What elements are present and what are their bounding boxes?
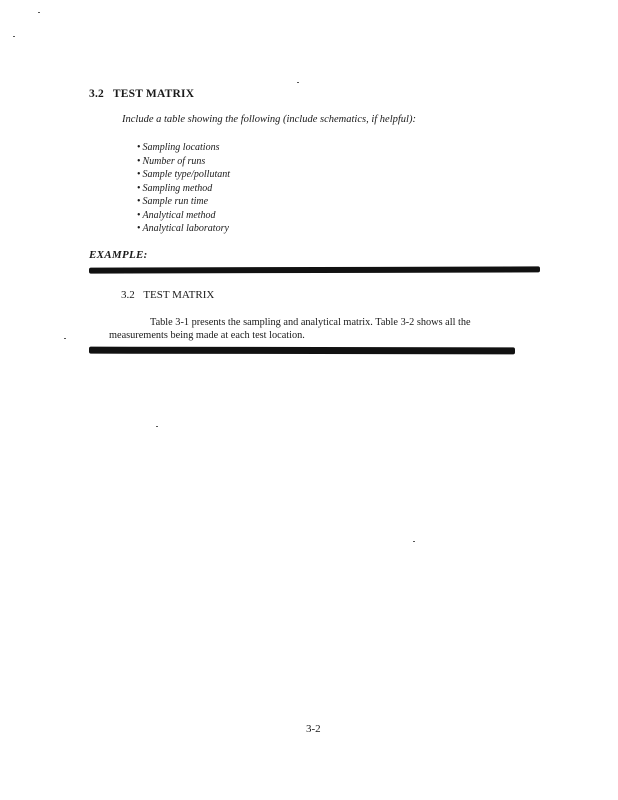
example-section-number: 3.2 bbox=[121, 289, 135, 301]
bullet-item: • Analytical method bbox=[137, 209, 230, 223]
bullet-item: • Sampling locations bbox=[137, 141, 230, 155]
bullet-item: • Number of runs bbox=[137, 155, 230, 169]
bullet-item: • Analytical laboratory bbox=[137, 222, 230, 236]
bullet-item: • Sample run time bbox=[137, 195, 230, 209]
scan-speck bbox=[38, 12, 40, 13]
scan-speck bbox=[156, 426, 158, 427]
instruction-text: Include a table showing the following (include schematics, if helpful): bbox=[122, 114, 416, 125]
bullet-item: • Sampling method bbox=[137, 182, 230, 196]
top-divider-rule bbox=[89, 266, 540, 273]
example-heading bbox=[121, 289, 214, 301]
scan-speck bbox=[297, 82, 299, 83]
example-label: EXAMPLE: bbox=[89, 249, 148, 261]
bottom-divider-rule bbox=[89, 347, 515, 355]
bullet-item: • Sample type/pollutant bbox=[137, 168, 230, 182]
bullet-list bbox=[137, 141, 230, 236]
scan-speck bbox=[64, 338, 66, 339]
section-number: 3.2 bbox=[89, 88, 104, 100]
page-number: 3-2 bbox=[306, 723, 321, 735]
section-title: TEST MATRIX bbox=[112, 88, 195, 100]
section-heading bbox=[89, 88, 194, 100]
example-paragraph: Table 3-1 presents the sampling and analytical matrix. Table 3-2 shows all the measurements being made at each test location. bbox=[109, 317, 471, 341]
scan-speck bbox=[413, 541, 415, 542]
scan-speck bbox=[13, 36, 15, 37]
example-section-title: TEST MATRIX bbox=[143, 289, 215, 301]
